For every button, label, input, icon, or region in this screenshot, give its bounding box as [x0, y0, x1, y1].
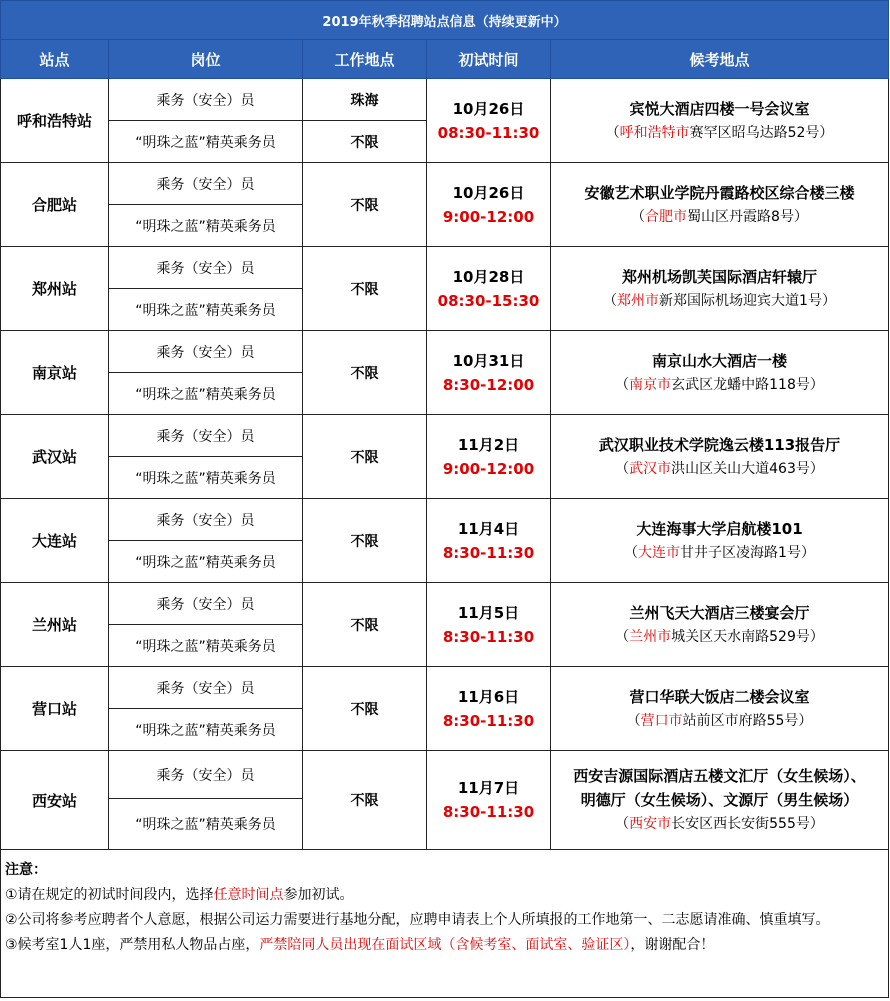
note-1: [5, 883, 884, 908]
interview-hours: 08:30-11:30: [437, 123, 540, 142]
address-city: 大连市: [638, 544, 681, 561]
note-1-text-end: 参加初试。: [283, 887, 354, 903]
station-name: 西安站: [1, 751, 109, 850]
interview-time-cell: [427, 331, 551, 415]
waiting-location-cell: [551, 667, 889, 751]
address-street: 站前区市府路55号: [682, 712, 799, 729]
address-street: 长安区西长安街555号: [671, 816, 810, 832]
table-title: 2019年秋季招聘站点信息（持续更新中）: [1, 1, 889, 40]
note-1-text: ①请在规定的初试时间段内，选择: [5, 887, 214, 903]
position-cell: 乘务（安全）员: [109, 499, 303, 541]
header-waiting-location: 候考地点: [551, 40, 889, 79]
station-name: 合肥站: [1, 163, 109, 247]
position-cell: 乘务（安全）员: [109, 751, 303, 799]
position-cell: “明珠之蓝”精英乘务员: [109, 289, 303, 331]
interview-date: 11月6日: [457, 687, 520, 706]
table-row: [1, 751, 889, 799]
venue-name: 郑州机场凯芙国际酒店轩辕厅: [622, 267, 818, 286]
venue-name: 营口华联大饭店二楼会议室: [629, 687, 810, 706]
waiting-location-cell: [551, 415, 889, 499]
interview-hours: 8:30-12:00: [442, 375, 535, 394]
venue-name: 兰州飞天大酒店三楼宴会厅: [629, 603, 810, 622]
address-city: 兰州市: [629, 628, 672, 645]
venue-address: （合肥市蜀山区丹霞路8号）: [631, 208, 808, 225]
address-city: 西安市: [629, 816, 672, 832]
position-cell: “明珠之蓝”精英乘务员: [109, 709, 303, 751]
interview-time-cell: [427, 751, 551, 850]
station-name: 大连站: [1, 499, 109, 583]
position-cell: “明珠之蓝”精英乘务员: [109, 625, 303, 667]
waiting-location-cell: [551, 499, 889, 583]
venue-address: （呼和浩特市赛罕区昭乌达路52号）: [605, 124, 834, 141]
interview-time-cell: [427, 499, 551, 583]
table-body: [1, 79, 889, 850]
waiting-location-cell: [551, 79, 889, 163]
note-3: [5, 933, 884, 958]
waiting-location-cell: [551, 751, 889, 850]
address-street: 洪山区关山大道463号: [671, 460, 810, 477]
address-street: 玄武区龙蟠中路118号: [671, 376, 810, 393]
header-interview-time: 初试时间: [427, 40, 551, 79]
station-name: 营口站: [1, 667, 109, 751]
notes-heading: 注意：: [5, 862, 47, 878]
work-location-cell: 不限: [303, 583, 427, 667]
station-name: 郑州站: [1, 247, 109, 331]
venue-address: （营口市站前区市府路55号）: [626, 712, 813, 729]
venue-address: （郑州市新郑国际机场迎宾大道1号）: [603, 292, 836, 309]
station-name: 南京站: [1, 331, 109, 415]
interview-time-cell: [427, 415, 551, 499]
venue-name: 宾悦大酒店四楼一号会议室: [629, 99, 810, 118]
header-work-location: 工作地点: [303, 40, 427, 79]
table-row: [1, 247, 889, 289]
interview-hours: 8:30-11:30: [442, 711, 535, 730]
table-row: [1, 79, 889, 121]
interview-time-cell: [427, 79, 551, 163]
position-cell: “明珠之蓝”精英乘务员: [109, 205, 303, 247]
note-1-highlight: 任意时间点: [213, 887, 284, 903]
interview-date: 11月4日: [457, 519, 520, 538]
interview-date: 11月5日: [457, 603, 520, 622]
interview-date: 10月31日: [452, 351, 525, 370]
interview-hours: 8:30-11:30: [442, 627, 535, 646]
position-cell: 乘务（安全）员: [109, 247, 303, 289]
position-cell: “明珠之蓝”精英乘务员: [109, 457, 303, 499]
table-row: [1, 583, 889, 625]
waiting-location-cell: [551, 583, 889, 667]
venue-address: （西安市长安区西长安街555号）: [615, 816, 824, 832]
venue-address: （南京市玄武区龙蟠中路118号）: [615, 376, 824, 393]
venue-address: （武汉市洪山区关山大道463号）: [615, 460, 824, 477]
address-street: 新郑国际机场迎宾大道1号: [659, 292, 822, 309]
station-name: 兰州站: [1, 583, 109, 667]
interview-date: 10月26日: [452, 183, 525, 202]
waiting-location-cell: [551, 247, 889, 331]
work-location-cell: 不限: [303, 247, 427, 331]
note-3-highlight: 严禁陪同人员出现在面试区域（含候考室、面试室、验证区）: [259, 937, 631, 953]
header-position: 岗位: [109, 40, 303, 79]
work-location-cell: 不限: [303, 499, 427, 583]
venue-name: 明德厅（女生候场）、文源厅（男生候场）: [580, 791, 859, 809]
notes-box: [1, 850, 889, 998]
interview-date: 10月28日: [452, 267, 525, 286]
interview-time-cell: [427, 247, 551, 331]
address-street: 蜀山区丹霞路8号: [687, 208, 794, 225]
address-city: 南京市: [629, 376, 672, 393]
work-location-cell: 不限: [303, 751, 427, 850]
header-station: 站点: [1, 40, 109, 79]
work-location-cell: 不限: [303, 121, 427, 163]
waiting-location-cell: [551, 163, 889, 247]
table-row: [1, 415, 889, 457]
venue-name: 安徽艺术职业学院丹霞路校区综合楼三楼: [584, 183, 855, 202]
venue-name: 南京山水大酒店一楼: [652, 351, 788, 370]
work-location-cell: 不限: [303, 667, 427, 751]
position-cell: 乘务（安全）员: [109, 331, 303, 373]
work-location-cell: 不限: [303, 163, 427, 247]
station-name: 武汉站: [1, 415, 109, 499]
station-name: 呼和浩特站: [1, 79, 109, 163]
work-location-cell: 珠海: [303, 79, 427, 121]
interview-time-cell: [427, 163, 551, 247]
position-cell: “明珠之蓝”精英乘务员: [109, 541, 303, 583]
work-location-cell: 不限: [303, 415, 427, 499]
interview-time-cell: [427, 667, 551, 751]
table-row: [1, 331, 889, 373]
venue-name: 西安吉源国际酒店五楼文汇厅（女生候场）、: [573, 767, 866, 785]
waiting-location-cell: [551, 331, 889, 415]
note-2: ②公司将参考应聘者个人意愿，根据公司运力需要进行基地分配，应聘申请表上个人所填报的工作地第一、二志愿请准确、慎重填写。: [5, 912, 830, 928]
position-cell: “明珠之蓝”精英乘务员: [109, 121, 303, 163]
venue-address: （兰州市城关区天水南路529号）: [615, 628, 824, 645]
venue-name: 大连海事大学启航楼101: [636, 519, 803, 538]
address-city: 呼和浩特市: [619, 124, 690, 141]
interview-date: 11月7日: [457, 779, 520, 797]
address-street: 赛罕区昭乌达路52号: [689, 124, 820, 141]
table-row: [1, 163, 889, 205]
note-3-text-end: ，谢谢配合！: [630, 937, 715, 953]
position-cell: “明珠之蓝”精英乘务员: [109, 799, 303, 850]
work-location-cell: 不限: [303, 331, 427, 415]
address-city: 武汉市: [629, 460, 672, 477]
position-cell: 乘务（安全）员: [109, 163, 303, 205]
interview-hours: 08:30-15:30: [437, 291, 540, 310]
address-city: 合肥市: [645, 208, 688, 225]
address-city: 营口市: [640, 712, 683, 729]
address-street: 城关区天水南路529号: [671, 628, 810, 645]
position-cell: “明珠之蓝”精英乘务员: [109, 373, 303, 415]
position-cell: 乘务（安全）员: [109, 79, 303, 121]
interview-hours: 9:00-12:00: [442, 207, 535, 226]
interview-hours: 8:30-11:30: [442, 803, 535, 821]
interview-date: 11月2日: [457, 435, 520, 454]
interview-hours: 9:00-12:00: [442, 459, 535, 478]
table-row: [1, 499, 889, 541]
venue-name: 武汉职业技术学院逸云楼113报告厅: [598, 435, 841, 454]
interview-date: 10月26日: [452, 99, 525, 118]
interview-time-cell: [427, 583, 551, 667]
address-street: 甘井子区凌海路1号: [680, 544, 801, 561]
note-3-text: ③候考室1人1座，严禁用私人物品占座，: [5, 937, 260, 953]
position-cell: 乘务（安全）员: [109, 583, 303, 625]
position-cell: 乘务（安全）员: [109, 415, 303, 457]
position-cell: 乘务（安全）员: [109, 667, 303, 709]
interview-hours: 8:30-11:30: [442, 543, 535, 562]
address-city: 郑州市: [617, 292, 660, 309]
venue-address: （大连市甘井子区凌海路1号）: [624, 544, 815, 561]
table-row: [1, 667, 889, 709]
